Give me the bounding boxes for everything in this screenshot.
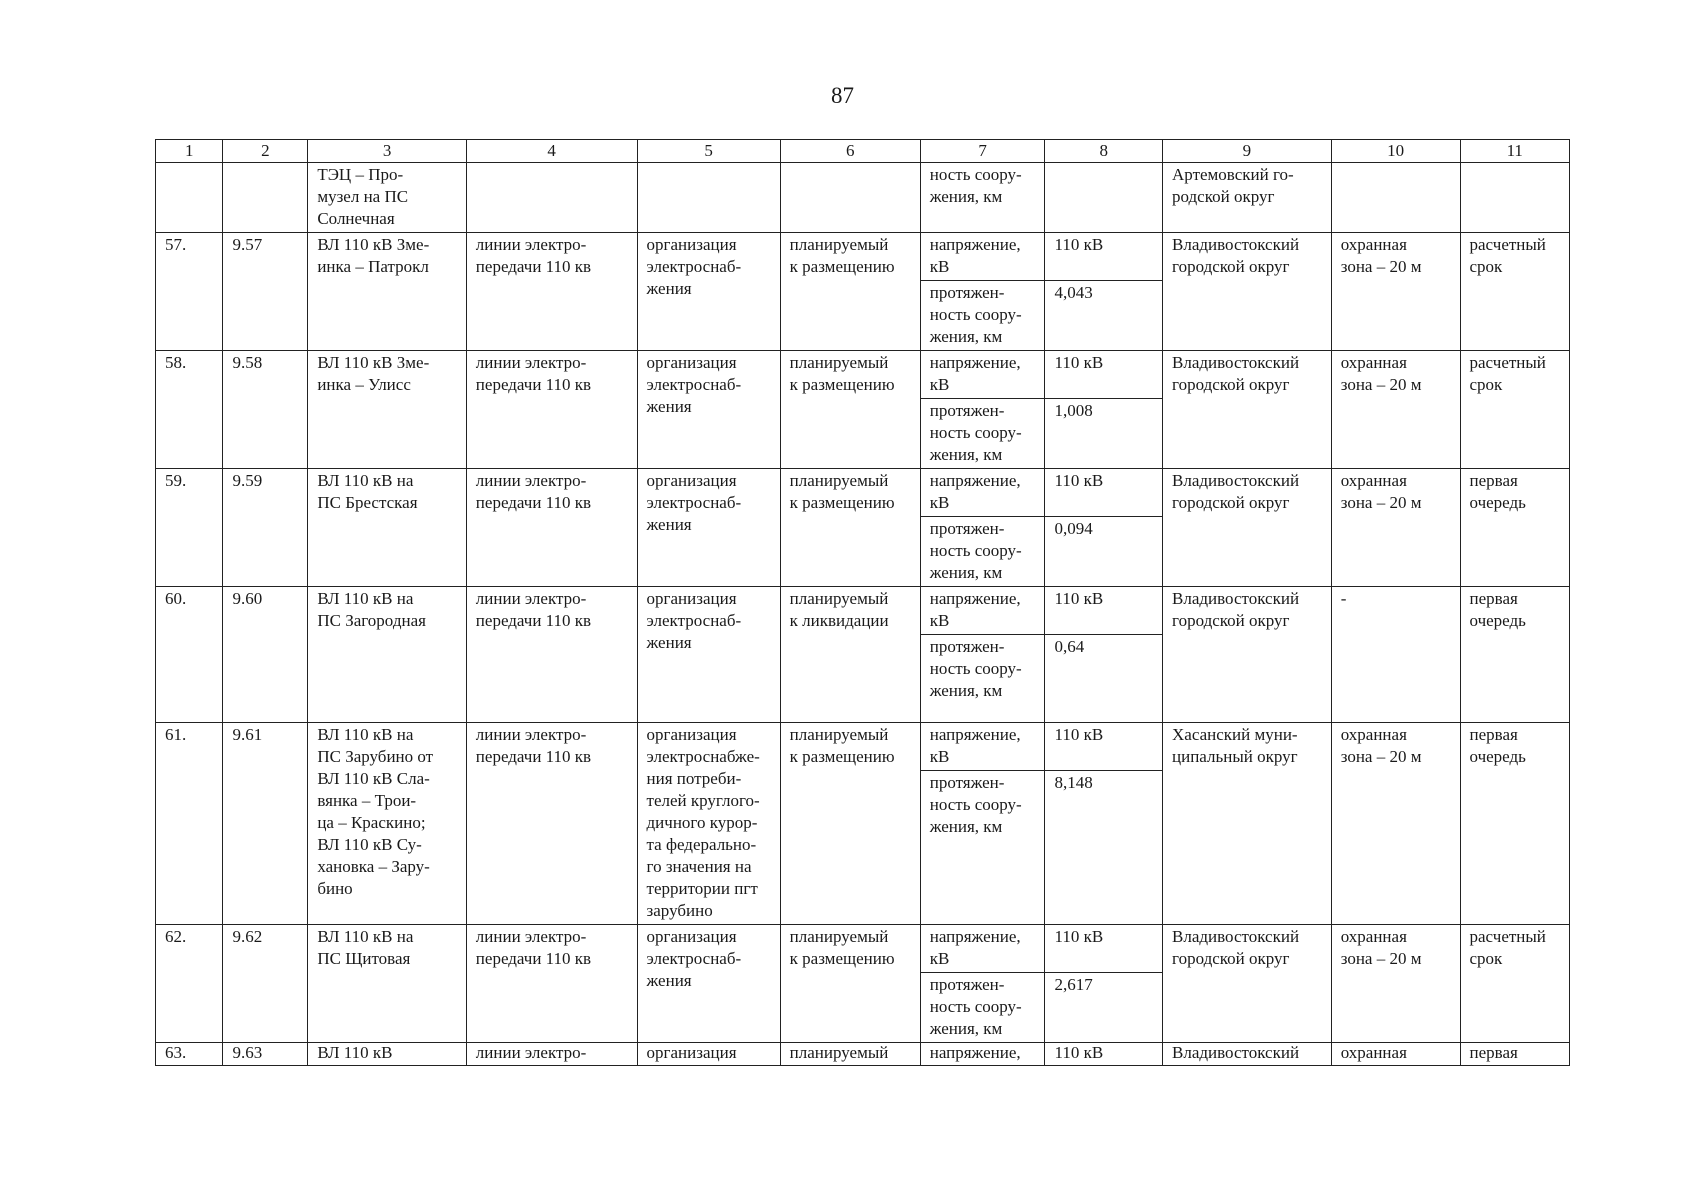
cell-status: планируемый к размещению: [780, 469, 920, 587]
cell-name: ВЛ 110 кВ на ПС Загородная: [308, 587, 466, 723]
cell-location: Артемовский го- родской округ: [1163, 163, 1332, 233]
cell-length-value: 0,64: [1045, 635, 1163, 723]
cell-location: Владивостокский городской округ: [1163, 351, 1332, 469]
cell-voltage-label: напряжение,: [920, 1043, 1045, 1066]
cell-zone: -: [1331, 587, 1460, 723]
cell-code: [223, 163, 308, 233]
cell-type: линии электро-: [466, 1043, 637, 1066]
cell-type: линии электро- передачи 110 кв: [466, 587, 637, 723]
objects-table: [155, 139, 1570, 1066]
cell-location: Хасанский муни- ципальный округ: [1163, 723, 1332, 925]
cell-status: планируемый к размещению: [780, 351, 920, 469]
cell-num: [156, 163, 223, 233]
cell-term: первая очередь: [1460, 469, 1569, 587]
cell-code: 9.59: [223, 469, 308, 587]
cell-term: первая: [1460, 1043, 1569, 1066]
cell-purpose: организация электроснаб- жения: [637, 351, 780, 469]
column-header: 11: [1460, 140, 1569, 163]
cell-voltage-label: напряжение, кВ: [920, 723, 1045, 771]
column-header: 8: [1045, 140, 1163, 163]
cell-name: ВЛ 110 кВ на ПС Брестская: [308, 469, 466, 587]
cell-voltage-value: 110 кВ: [1045, 925, 1163, 973]
cell-voltage-label: напряжение, кВ: [920, 469, 1045, 517]
cell-term: [1460, 163, 1569, 233]
cell-length-label: протяжен- ность соору- жения, км: [920, 517, 1045, 587]
cell-length-label: протяжен- ность соору- жения, км: [920, 399, 1045, 469]
cell-code: 9.62: [223, 925, 308, 1043]
cell-purpose: организация: [637, 1043, 780, 1066]
cell-purpose: организация электроснаб- жения: [637, 925, 780, 1043]
column-header: 4: [466, 140, 637, 163]
cell-term: расчетный срок: [1460, 351, 1569, 469]
cell-type: [466, 163, 637, 233]
cell-name: ВЛ 110 кВ: [308, 1043, 466, 1066]
cell-num: 59.: [156, 469, 223, 587]
cell-location: Владивостокский городской округ: [1163, 587, 1332, 723]
cell-voltage-value: 110 кВ: [1045, 1043, 1163, 1066]
cell-term: расчетный срок: [1460, 233, 1569, 351]
cell-zone: [1331, 163, 1460, 233]
column-header: 5: [637, 140, 780, 163]
cell-voltage-label: напряжение, кВ: [920, 351, 1045, 399]
cell-type: линии электро- передачи 110 кв: [466, 925, 637, 1043]
cell-location: Владивостокский: [1163, 1043, 1332, 1066]
cell-length-label: протяжен- ность соору- жения, км: [920, 973, 1045, 1043]
cell-zone: охранная зона – 20 м: [1331, 351, 1460, 469]
cell-length-value: 8,148: [1045, 771, 1163, 925]
cell-zone: охранная зона – 20 м: [1331, 469, 1460, 587]
cell-location: Владивостокский городской округ: [1163, 469, 1332, 587]
cell-type: линии электро- передачи 110 кв: [466, 469, 637, 587]
cell-length-value: 4,043: [1045, 281, 1163, 351]
cell-name: ТЭЦ – Про- музел на ПС Солнечная: [308, 163, 466, 233]
cell-voltage-value: 110 кВ: [1045, 469, 1163, 517]
cell-code: 9.58: [223, 351, 308, 469]
cell-status: планируемый: [780, 1043, 920, 1066]
cell-num: 61.: [156, 723, 223, 925]
cell-term: первая очередь: [1460, 587, 1569, 723]
cell-length-value: 0,094: [1045, 517, 1163, 587]
cell-num: 63.: [156, 1043, 223, 1066]
cell-name: ВЛ 110 кВ Зме- инка – Патрокл: [308, 233, 466, 351]
cell-code: 9.60: [223, 587, 308, 723]
cell-num: 62.: [156, 925, 223, 1043]
cell-purpose: организация электроснаб- жения: [637, 233, 780, 351]
column-header: 7: [920, 140, 1045, 163]
table-row: [156, 469, 1570, 517]
table-body: [156, 140, 1570, 1066]
cell-purpose: организация электроснаб- жения: [637, 587, 780, 723]
cell-type: линии электро- передачи 110 кв: [466, 351, 637, 469]
table-row: [156, 233, 1570, 281]
cell-length-label: протяжен- ность соору- жения, км: [920, 771, 1045, 925]
cell-voltage-value: 110 кВ: [1045, 351, 1163, 399]
cell-length-value: 2,617: [1045, 973, 1163, 1043]
cell-num: 58.: [156, 351, 223, 469]
table-row-truncated: [156, 1043, 1570, 1066]
cell-voltage-label: напряжение, кВ: [920, 587, 1045, 635]
cell-zone: охранная зона – 20 м: [1331, 925, 1460, 1043]
cell-code: 9.61: [223, 723, 308, 925]
table-row: [156, 351, 1570, 399]
column-header: 10: [1331, 140, 1460, 163]
cell-location: Владивостокский городской округ: [1163, 925, 1332, 1043]
table-row: [156, 587, 1570, 635]
cell-term: первая очередь: [1460, 723, 1569, 925]
cell-zone: охранная: [1331, 1043, 1460, 1066]
cell-name: ВЛ 110 кВ на ПС Зарубино от ВЛ 110 кВ Сла- вянка – Трои- ца – Краскино; ВЛ 110 кВ Су- хановка – Зару- бино: [308, 723, 466, 925]
cell-status: планируемый к размещению: [780, 233, 920, 351]
cell-name: ВЛ 110 кВ Зме- инка – Улисс: [308, 351, 466, 469]
page-number: 87: [831, 83, 854, 108]
cell-voltage-value: 110 кВ: [1045, 587, 1163, 635]
table-row: [156, 925, 1570, 973]
table-row: [156, 723, 1570, 771]
column-header: 1: [156, 140, 223, 163]
continuation-row: [156, 163, 1570, 233]
cell-zone: охранная зона – 20 м: [1331, 233, 1460, 351]
cell-status: [780, 163, 920, 233]
cell-purpose: организация электроснабже- ния потреби- телей круглого- дичного курор- та федерально- го значения на территории пгт зарубино: [637, 723, 780, 925]
cell-length-label: протяжен- ность соору- жения, км: [920, 281, 1045, 351]
cell-voltage-label: напряжение, кВ: [920, 925, 1045, 973]
column-header: 2: [223, 140, 308, 163]
cell-type: линии электро- передачи 110 кв: [466, 233, 637, 351]
cell-voltage-value: 110 кВ: [1045, 233, 1163, 281]
cell-purpose: [637, 163, 780, 233]
column-number-row: [156, 140, 1570, 163]
cell-voltage-value: 110 кВ: [1045, 723, 1163, 771]
cell-length-value: 1,008: [1045, 399, 1163, 469]
cell-num: 60.: [156, 587, 223, 723]
cell-param-value: [1045, 163, 1163, 233]
cell-length-label: протяжен- ность соору- жения, км: [920, 635, 1045, 723]
cell-status: планируемый к размещению: [780, 723, 920, 925]
column-header: 9: [1163, 140, 1332, 163]
column-header: 3: [308, 140, 466, 163]
cell-voltage-label: напряжение, кВ: [920, 233, 1045, 281]
cell-name: ВЛ 110 кВ на ПС Щитовая: [308, 925, 466, 1043]
cell-status: планируемый к ликвидации: [780, 587, 920, 723]
cell-param-label: ность соору- жения, км: [920, 163, 1045, 233]
cell-purpose: организация электроснаб- жения: [637, 469, 780, 587]
column-header: 6: [780, 140, 920, 163]
cell-type: линии электро- передачи 110 кв: [466, 723, 637, 925]
cell-location: Владивостокский городской округ: [1163, 233, 1332, 351]
cell-zone: охранная зона – 20 м: [1331, 723, 1460, 925]
cell-num: 57.: [156, 233, 223, 351]
cell-status: планируемый к размещению: [780, 925, 920, 1043]
cell-code: 9.63: [223, 1043, 308, 1066]
cell-term: расчетный срок: [1460, 925, 1569, 1043]
cell-code: 9.57: [223, 233, 308, 351]
